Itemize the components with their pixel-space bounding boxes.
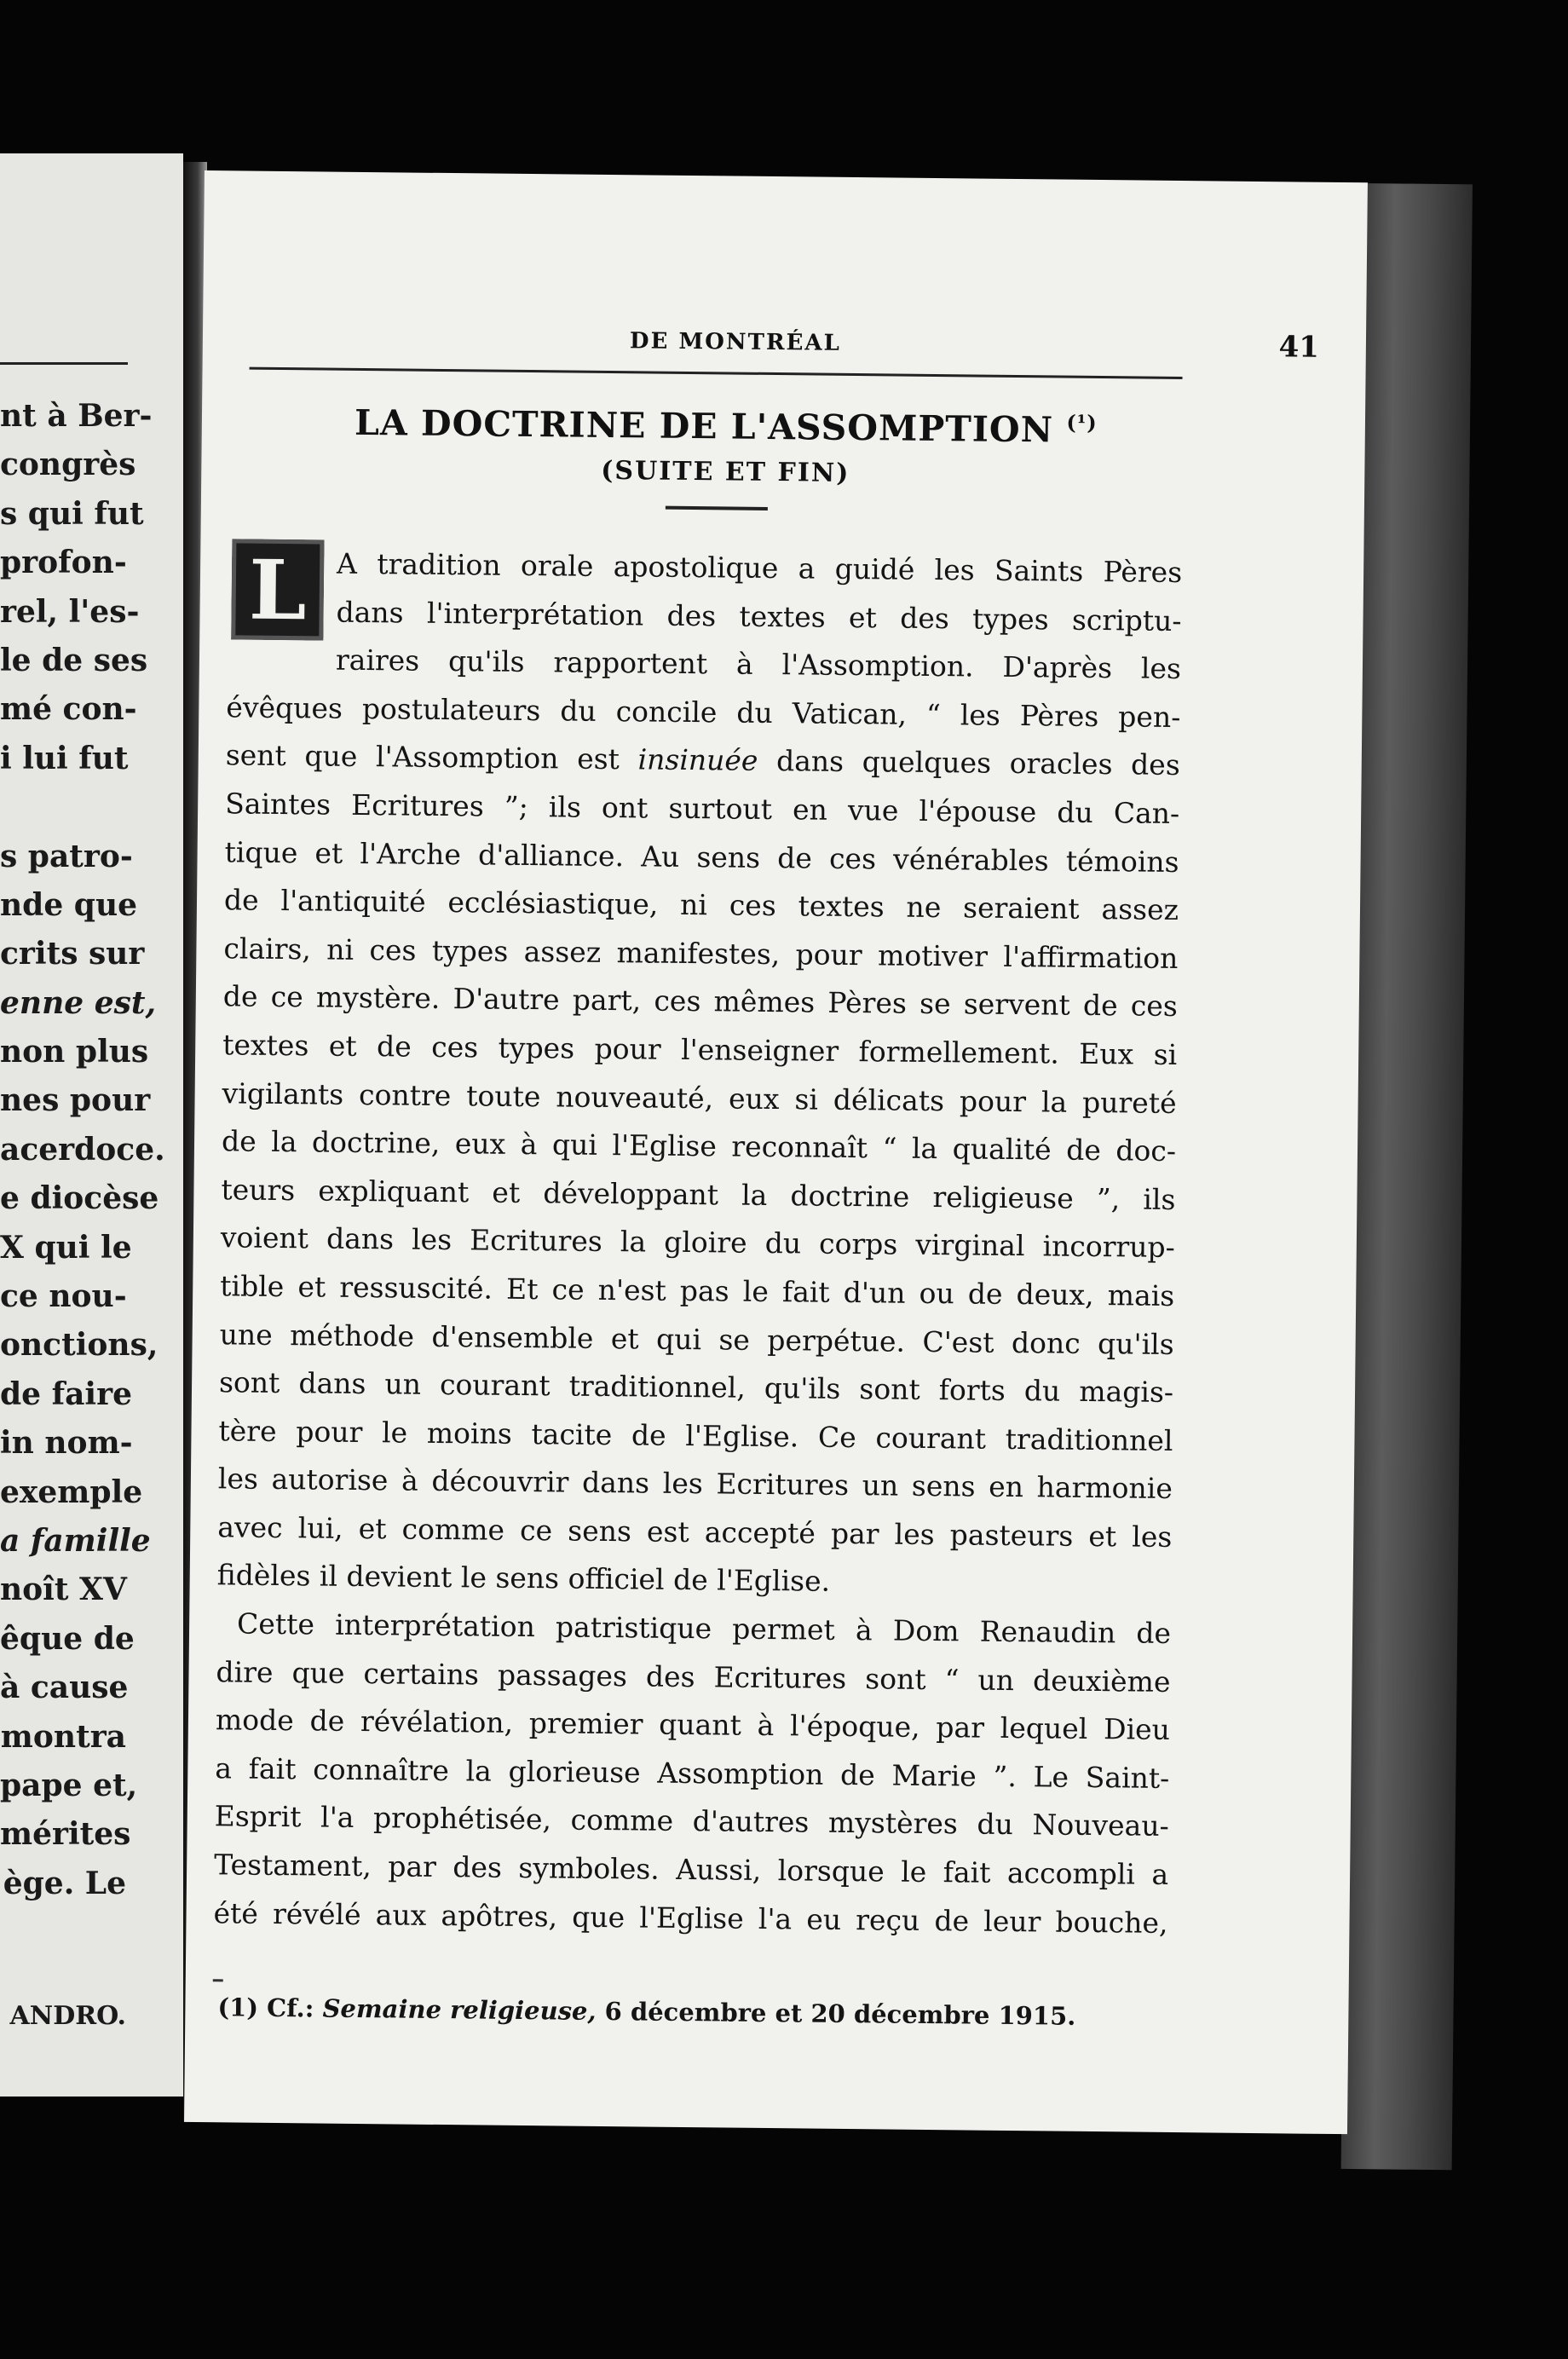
left-page-line: acerdoce. [0, 1131, 165, 1168]
body-line: une méthode d'ensemble et qui se perpétue. C'est donc qu'ils [219, 1317, 1174, 1361]
left-page-line: exemple [0, 1474, 143, 1510]
body-line: sont dans un courant traditionnel, qu'ils sont forts du magis- [218, 1365, 1174, 1410]
left-page-line: s qui fut [0, 495, 144, 532]
body-line: Esprit l'a prophétisée, comme d'autres mystères du Nouveau- [214, 1799, 1169, 1843]
left-page-line: mé con- [0, 691, 137, 728]
left-page-line: le de ses [0, 642, 148, 678]
left-page-line: nes pour [0, 1082, 151, 1119]
dropcap-initial: L [231, 539, 324, 640]
body-line: a fait connaître la glorieuse Assomption de Marie ”. Le Saint- [215, 1751, 1170, 1795]
body-line: les autorise à découvrir dans les Ecritures un sens en harmonie [217, 1462, 1173, 1506]
left-page [0, 153, 183, 2097]
body-line: fidèles il devient le sens officiel de l'Eglise. [216, 1558, 831, 1599]
article-title-text: LA DOCTRINE DE L'ASSOMPTION [354, 401, 1054, 451]
body-line: tible et ressuscité. Et ce n'est pas le fait d'un ou de deux, mais [220, 1269, 1175, 1312]
body-line: mode de révélation, premier quant à l'époque, par lequel Dieu [215, 1703, 1171, 1747]
left-page-line: montra [0, 1718, 126, 1755]
body-line: Cette interprétation patristique permet à Dom Renaudin de [236, 1606, 1172, 1651]
body-line: évêques postulateurs du concile du Vatican, “ les Pères pen- [226, 690, 1181, 734]
left-page-line: congrès [0, 447, 136, 483]
body-line: avec lui, et comme ce sens est accepté par les pasteurs et les [217, 1510, 1173, 1554]
body-line: voient dans les Ecritures la gloire du corps virginal incorrup- [220, 1220, 1176, 1265]
footnote-marker: (1) Cf.: [217, 1993, 314, 2023]
left-page-line: à cause [0, 1670, 129, 1706]
left-page-line: e diocèse [0, 1180, 159, 1217]
body-line-segment: sent que l'Assomption est [225, 738, 638, 776]
footnote [217, 1993, 1155, 2032]
left-page-line: s patro- [0, 838, 133, 874]
body-line: de ce mystère. D'autre part, ces mêmes Pères se servent de ces [222, 979, 1178, 1024]
left-page-text [0, 392, 165, 1908]
left-page-line: onctions, [0, 1327, 159, 1364]
left-page-line: rel, l'es- [0, 593, 140, 630]
body-line: textes et de ces types pour l'enseigner formellement. Eux si [222, 1028, 1178, 1071]
article-subtitle: (SUITE ET FIN) [601, 455, 850, 488]
footnote-dates: 6 décembre et 20 décembre 1915. [604, 1997, 1076, 2031]
body-line: dans l'interprétation des textes et des types scriptu- [336, 595, 1182, 637]
body-line: A tradition orale apostolique a guidé les Saints Pères [336, 546, 1183, 590]
body-line: tique et l'Arche d'alliance. Au sens de ces vénérables témoins [224, 834, 1179, 879]
left-page-line: profon- [0, 545, 127, 581]
body-line: tère pour le moins tacite de l'Eglise. Ce courant traditionnel [218, 1413, 1173, 1457]
left-page-line: mérites [0, 1816, 131, 1853]
body-line-segment: dans quelques oracles des [758, 744, 1180, 782]
body-line: clairs, ni ces types assez manifestes, pour motiver l'affirmation [223, 931, 1179, 975]
footnote-rule [213, 1979, 223, 1981]
page-header [250, 325, 1319, 370]
left-page-line: pape et, [0, 1767, 138, 1803]
body-line: dire que certains passages des Ecritures sont “ un deuxième [216, 1654, 1171, 1699]
italic-term: insinuée [637, 742, 758, 778]
body-line: raires qu'ils rapportent à l'Assomption. D'après les [335, 643, 1182, 686]
running-title: DE MONTRÉAL [629, 328, 841, 356]
left-page-line: crits sur [0, 936, 145, 972]
left-page-line: noît XV [0, 1572, 127, 1608]
body-line: Testament, par des symboles. Aussi, lorsque le fait accompli a [213, 1848, 1169, 1891]
left-page-signature: ANDRO. [9, 2001, 126, 2031]
left-page-line: de faire [0, 1376, 132, 1412]
article-body [213, 539, 1182, 1947]
body-line: de l'antiquité ecclésiastique, ni ces textes ne seraient assez [223, 883, 1179, 927]
article-title [249, 401, 1203, 453]
left-page-line: enne est, [0, 984, 157, 1021]
left-page-line: in nom- [0, 1425, 133, 1462]
right-page [184, 170, 1368, 2134]
left-page-line [0, 783, 126, 832]
left-page-line: non plus [0, 1034, 149, 1070]
left-page-line: X qui le [0, 1229, 132, 1266]
body-line: Saintes Ecritures ”; ils ont surtout en vue l'épouse du Can- [225, 787, 1180, 830]
body-line: été révélé aux apôtres, que l'Eglise l'a eu reçu de leur bouche, [213, 1895, 1168, 1940]
left-page-rule [0, 362, 128, 365]
body-line: teurs expliquant et développant la doctrine religieuse ”, ils [221, 1172, 1176, 1216]
title-rule [666, 506, 768, 510]
page-number: 41 [1278, 330, 1320, 365]
left-page-line: ce nou- [0, 1278, 127, 1315]
body-line: de la doctrine, eux à qui l'Eglise reconnaît “ la qualité de doc- [221, 1124, 1177, 1168]
left-page-line: êque de [0, 1620, 135, 1657]
footnote-reference: (¹) [1066, 409, 1098, 435]
left-page-line: nt à Ber- [0, 398, 153, 434]
left-page-line: a famille [0, 1522, 151, 1559]
left-page-line: ège. Le [3, 1865, 126, 1901]
body-line: vigilants contre toute nouveauté, eux si délicats pour la pureté [222, 1076, 1177, 1120]
footnote-source: Semaine religieuse, [322, 1993, 597, 2026]
left-page-line: i lui fut [0, 740, 129, 776]
header-rule [250, 367, 1183, 379]
left-page-line: nde que [0, 886, 138, 923]
